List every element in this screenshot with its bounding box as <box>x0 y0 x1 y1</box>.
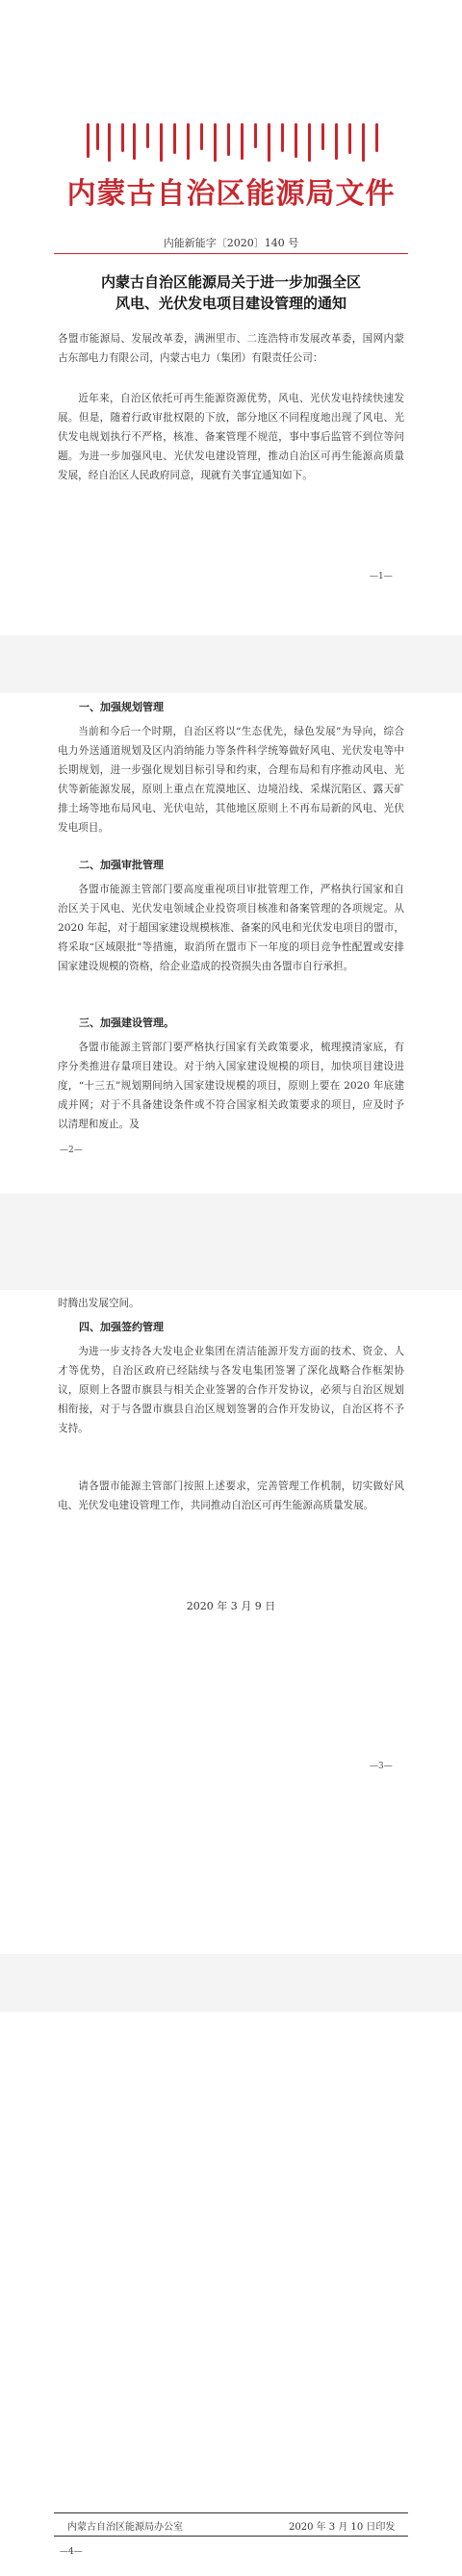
page-gap <box>0 1954 462 2012</box>
footer-rule-top <box>54 2512 408 2513</box>
page-gap <box>0 635 462 693</box>
footer-rule-bottom <box>54 2536 408 2537</box>
section-2-heading: 二、加强审批管理 <box>79 859 164 871</box>
issuing-office: 内蒙古自治区能源局办公室 <box>67 2522 183 2533</box>
section-3-text: 各盟市能源主管部门要严格执行国家有关政策要求，梳理摸清家底，有序分类推进存量项目建设。对于纳入国家建设规模的项目，加快项目建设进度，“十三五”规划期间纳入国家建设规模的项目，原则上要在 2020 年底建成并网；对于不具备建设条件或不符合国家相关政策要求的项目，应及时予以清理和废止。及 <box>58 1042 404 1130</box>
section-1-heading: 一、加强规划管理 <box>79 701 164 713</box>
notice-title-line-2: 风电、光伏发电项目建设管理的通知 <box>115 295 346 312</box>
page-gap <box>0 1194 462 1290</box>
page-number-4: —4— <box>60 2547 83 2557</box>
section-3-heading: 三、加强建设管理。 <box>79 1017 174 1029</box>
section-3-continuation: 时腾出发展空间。 <box>58 1298 140 1309</box>
page-number-1: —1— <box>370 572 393 581</box>
page-4 <box>0 2012 462 2576</box>
red-rule <box>54 253 408 254</box>
mongolian-script-header <box>83 123 381 164</box>
addressees: 各盟市能源局、发展改革委，满洲里市、二连浩特市发展改革委，国网内蒙古东部电力有限公司，内蒙古电力（集团）有限责任公司： <box>58 333 404 364</box>
issue-date: 2020 年 3 月 9 日 <box>186 1600 276 1612</box>
section-4-heading: 四、加强签约管理 <box>79 1321 164 1333</box>
page-2 <box>0 693 462 1194</box>
page-number-2: —2— <box>60 1146 83 1155</box>
page-3 <box>0 1290 462 1954</box>
section-1-text: 当前和今后一个时期，自治区将以“生态优先，绿色发展”为导向，综合电力外送通道规划及区内消纳能力等条件科学统筹做好风电、光伏发电等中长期规划，进一步强化规划目标引导和约束，合理布局和有序推动风电、光伏等新能源发展，原则上重点在荒漠地区、边境沿线、采煤沉陷区、露天矿排土场等地布局风电、光伏电站，其他地区原则上不再布局新的风电、光伏发电项目。 <box>58 726 404 834</box>
page-number-3: —3— <box>370 1762 393 1771</box>
notice-title-line-1: 内蒙古自治区能源局关于进一步加强全区 <box>100 273 361 291</box>
notice-title <box>58 271 404 314</box>
page-1 <box>0 0 462 635</box>
section-2-text: 各盟市能源主管部门要高度重视项目审批管理工作，严格执行国家和自治区关于风电、光伏发电领域企业投资项目核准和备案管理的各项规定。从 2020 年起，对于超国家建设规模核准、备案的风电和光伏发电项目的盟市，将采取“区域限批”等措施，取消所在盟市下一年度的项目竞争性配置或安排国家建设规模的资格，给企业造成的投资损失由各盟市自行承担。 <box>58 884 404 972</box>
print-date: 2020 年 3 月 10 日印发 <box>289 2522 396 2533</box>
intro-paragraph: 近年来，自治区依托可再生能源资源优势，风电、光伏发电持续快速发展。但是，随着行政审批权限的下放，部分地区不同程度地出现了风电、光伏发电规划执行不严格，核准、备案管理不规范，事中事后监管不到位等问题。为进一步加强风电、光伏发电建设管理，推动自治区可再生能源高质量发展，经自治区人民政府同意，现就有关事宜通知如下。 <box>58 393 404 481</box>
doc-number: 内能新能字〔2020〕140 号 <box>163 237 299 249</box>
org-title: 内蒙古自治区能源局文件 <box>66 177 396 211</box>
section-4-text-2: 请各盟市能源主管部门按照上述要求，完善管理工作机制，切实做好风电、光伏发电建设管理工作，共同推动自治区可再生能源高质量发展。 <box>58 1481 404 1511</box>
section-4-text-1: 为进一步支持各大发电企业集团在清洁能源开发方面的技术、资金、人才等优势，自治区政府已经陆续与各发电集团签署了深化战略合作框架协议，原则上各盟市旗县与相关企业签署的合作开发协议，必须与自治区规划相衔接，对于与各盟市旗县自治区规划签署的合作开发协议，自治区将不予支持。 <box>58 1346 404 1434</box>
